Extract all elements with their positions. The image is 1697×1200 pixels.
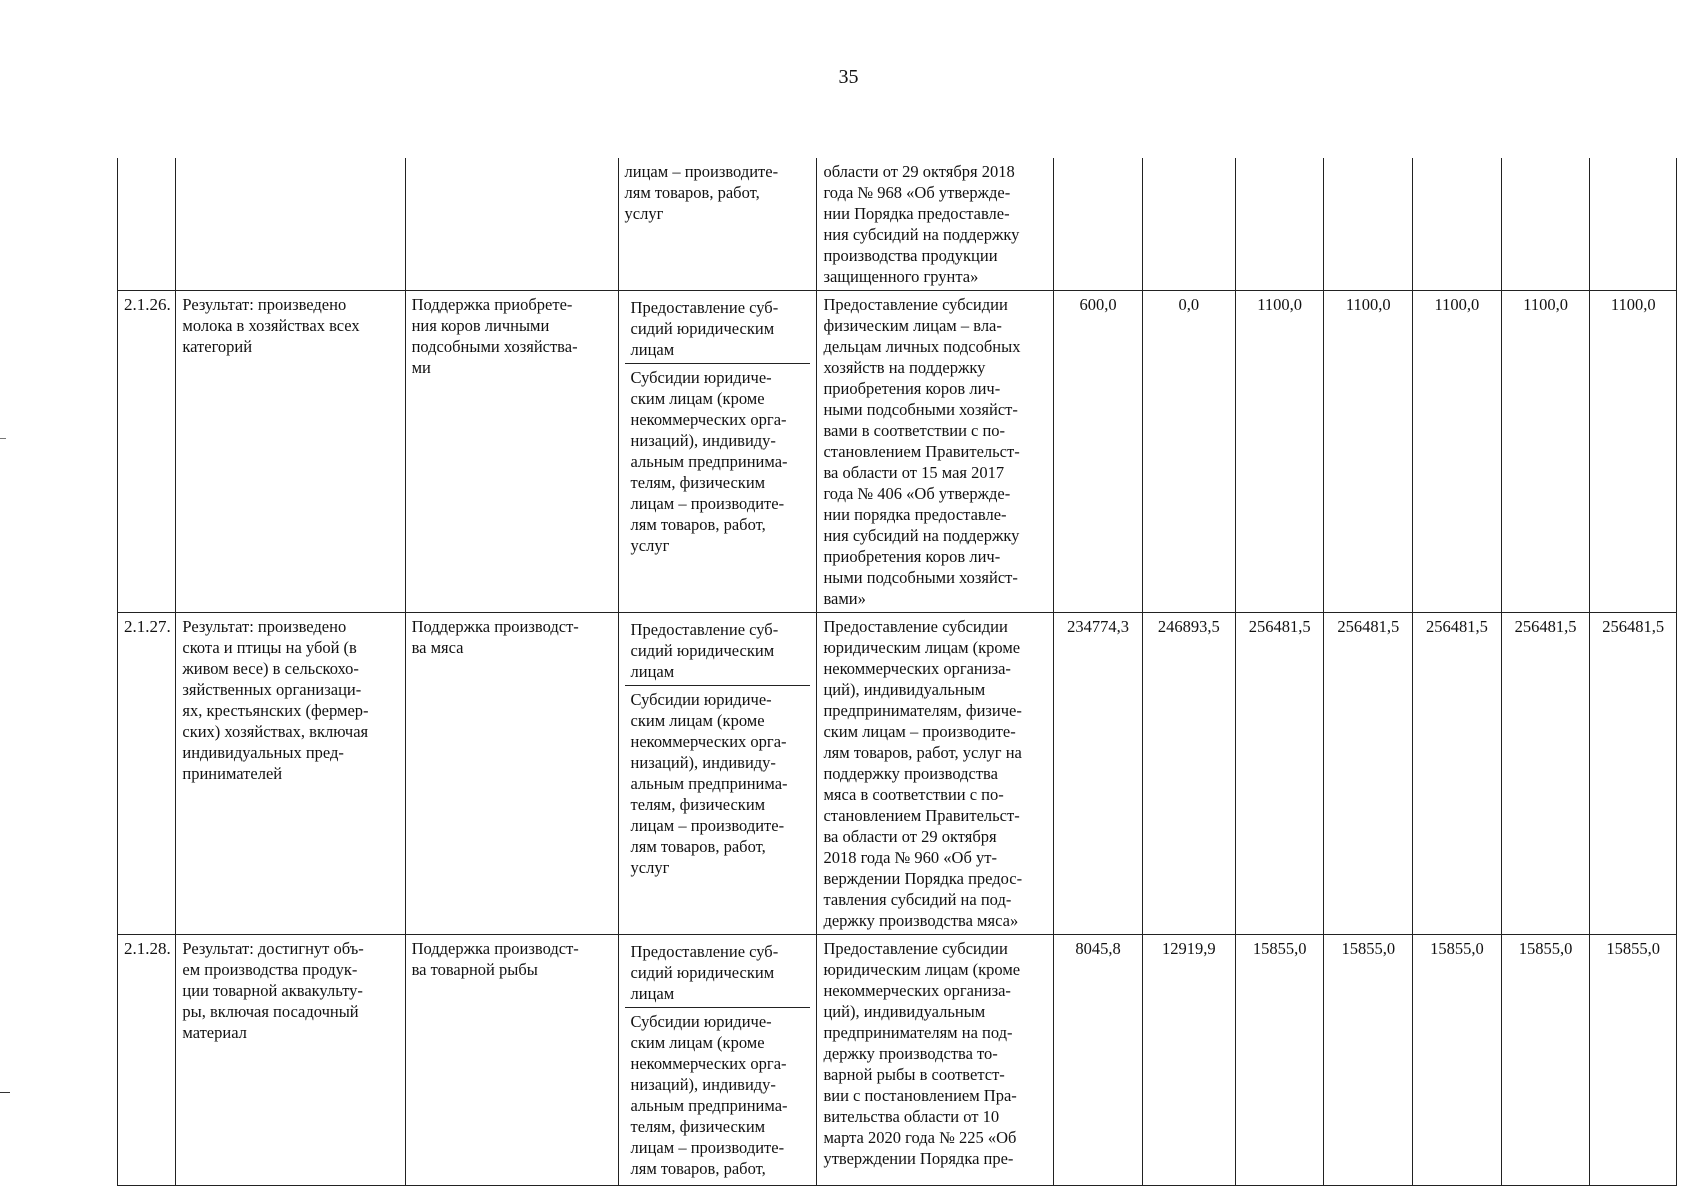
measure-cell <box>405 158 618 291</box>
value-cell: 15855,0 <box>1235 935 1324 1186</box>
form-cell <box>618 935 817 1186</box>
description-cell: Предоставление субсидии юридическим лицам (кроме некоммерческих организа- ций), индивидуальным предпринимателям, физиче- ским лицам – производите- лям товаров, работ, услуг на поддержку производства мяса в соответствии с по- становлением Правительст- ва области от 29 октября 2018 года № 960 «Об ут- верждении Порядка предос- тавления субсидий на под- держку производства мяса» <box>817 613 1054 935</box>
number-cell: 2.1.26. <box>118 291 176 613</box>
table-row-2-1-27 <box>118 613 1677 935</box>
value-cell: 12919,9 <box>1142 935 1235 1186</box>
value-cell: 15855,0 <box>1590 935 1677 1186</box>
form-cell: лицам – производите- лям товаров, работ, услуг <box>618 158 817 291</box>
value-cell: 256481,5 <box>1413 613 1502 935</box>
table-row-2-1-26 <box>118 291 1677 613</box>
value-cell <box>1324 158 1413 291</box>
value-cell: 256481,5 <box>1590 613 1677 935</box>
value-cell: 256481,5 <box>1235 613 1324 935</box>
value-cell: 8045,8 <box>1054 935 1143 1186</box>
form-primary: Предоставление суб- сидий юридическим лицам <box>630 620 779 681</box>
value-cell <box>1142 158 1235 291</box>
margin-mark <box>0 1092 10 1093</box>
value-cell: 1100,0 <box>1324 291 1413 613</box>
value-cell: 1100,0 <box>1590 291 1677 613</box>
form-primary: Предоставление суб- сидий юридическим лицам <box>630 298 779 359</box>
form-cell <box>618 613 817 935</box>
value-cell <box>1590 158 1677 291</box>
value-cell: 1100,0 <box>1501 291 1590 613</box>
value-cell: 0,0 <box>1142 291 1235 613</box>
measure-cell: Поддержка производст- ва товарной рыбы <box>405 935 618 1186</box>
value-cell: 15855,0 <box>1413 935 1502 1186</box>
form-cell <box>618 291 817 613</box>
value-cell: 1100,0 <box>1235 291 1324 613</box>
value-cell: 256481,5 <box>1501 613 1590 935</box>
form-primary: Предоставление суб- сидий юридическим лицам <box>630 942 779 1003</box>
value-cell: 1100,0 <box>1413 291 1502 613</box>
number-cell: 2.1.27. <box>118 613 176 935</box>
table-row-continued <box>118 158 1677 291</box>
description-cell: Предоставление субсидии юридическим лицам (кроме некоммерческих организа- ций), индивидуальным предпринимателям на под- держку производства то- варной рыбы в соответст- вии с постановлением Пра- вительства области от 10 марта 2020 года № 225 «Об утверждении Порядка пре- <box>817 935 1054 1186</box>
value-cell: 256481,5 <box>1324 613 1413 935</box>
form-secondary: Субсидии юридиче- ским лицам (кроме некоммерческих орга- низаций), индивиду- альным предпринима- телям, физическим лицам – производите- лям товаров, работ, услуг <box>625 685 811 881</box>
value-cell: 600,0 <box>1054 291 1143 613</box>
number-cell: 2.1.28. <box>118 935 176 1186</box>
result-cell: Результат: достигнут объ- ем производства продук- ции товарной аквакульту- ры, включая посадочный материал <box>176 935 405 1186</box>
value-cell <box>1054 158 1143 291</box>
measure-cell: Поддержка приобрете- ния коров личными подсобными хозяйства- ми <box>405 291 618 613</box>
form-secondary: Субсидии юридиче- ским лицам (кроме некоммерческих орга- низаций), индивиду- альным предпринима- телям, физическим лицам – производите- лям товаров, работ, услуг <box>625 363 811 559</box>
result-cell: Результат: произведено скота и птицы на убой (в живом весе) в сельскохо- зяйственных организаци- ях, крестьянских (фермер- ских) хозяйствах, включая индивидуальных пред- принимателей <box>176 613 405 935</box>
description-cell: области от 29 октября 2018 года № 968 «Об утвержде- нии Порядка предоставле- ния субсидий на поддержку производства продукции защищенного грунта» <box>817 158 1054 291</box>
value-cell: 246893,5 <box>1142 613 1235 935</box>
value-cell: 15855,0 <box>1501 935 1590 1186</box>
description-cell: Предоставление субсидии физическим лицам – вла- дельцам личных подсобных хозяйств на поддержку приобретения коров лич- ными подсобными хозяйст- вами в соответствии с по- становлением Правительст- ва области от 15 мая 2017 года № 406 «Об утвержде- нии порядка предоставле- ния субсидий на поддержку приобретения коров лич- ными подсобными хозяйст- вами» <box>817 291 1054 613</box>
result-cell <box>176 158 405 291</box>
measure-cell: Поддержка производст- ва мяса <box>405 613 618 935</box>
value-cell: 234774,3 <box>1054 613 1143 935</box>
value-cell: 15855,0 <box>1324 935 1413 1186</box>
value-cell <box>1413 158 1502 291</box>
value-cell <box>1501 158 1590 291</box>
margin-tick <box>0 438 6 439</box>
form-secondary: Субсидии юридиче- ским лицам (кроме некоммерческих орга- низаций), индивиду- альным предпринима- телям, физическим лицам – производите- лям товаров, работ, <box>625 1007 811 1182</box>
table-row-2-1-28 <box>118 935 1677 1186</box>
value-cell <box>1235 158 1324 291</box>
page-number: 35 <box>838 66 859 88</box>
program-table <box>117 158 1677 1186</box>
number-cell <box>118 158 176 291</box>
result-cell: Результат: произведено молока в хозяйствах всех категорий <box>176 291 405 613</box>
